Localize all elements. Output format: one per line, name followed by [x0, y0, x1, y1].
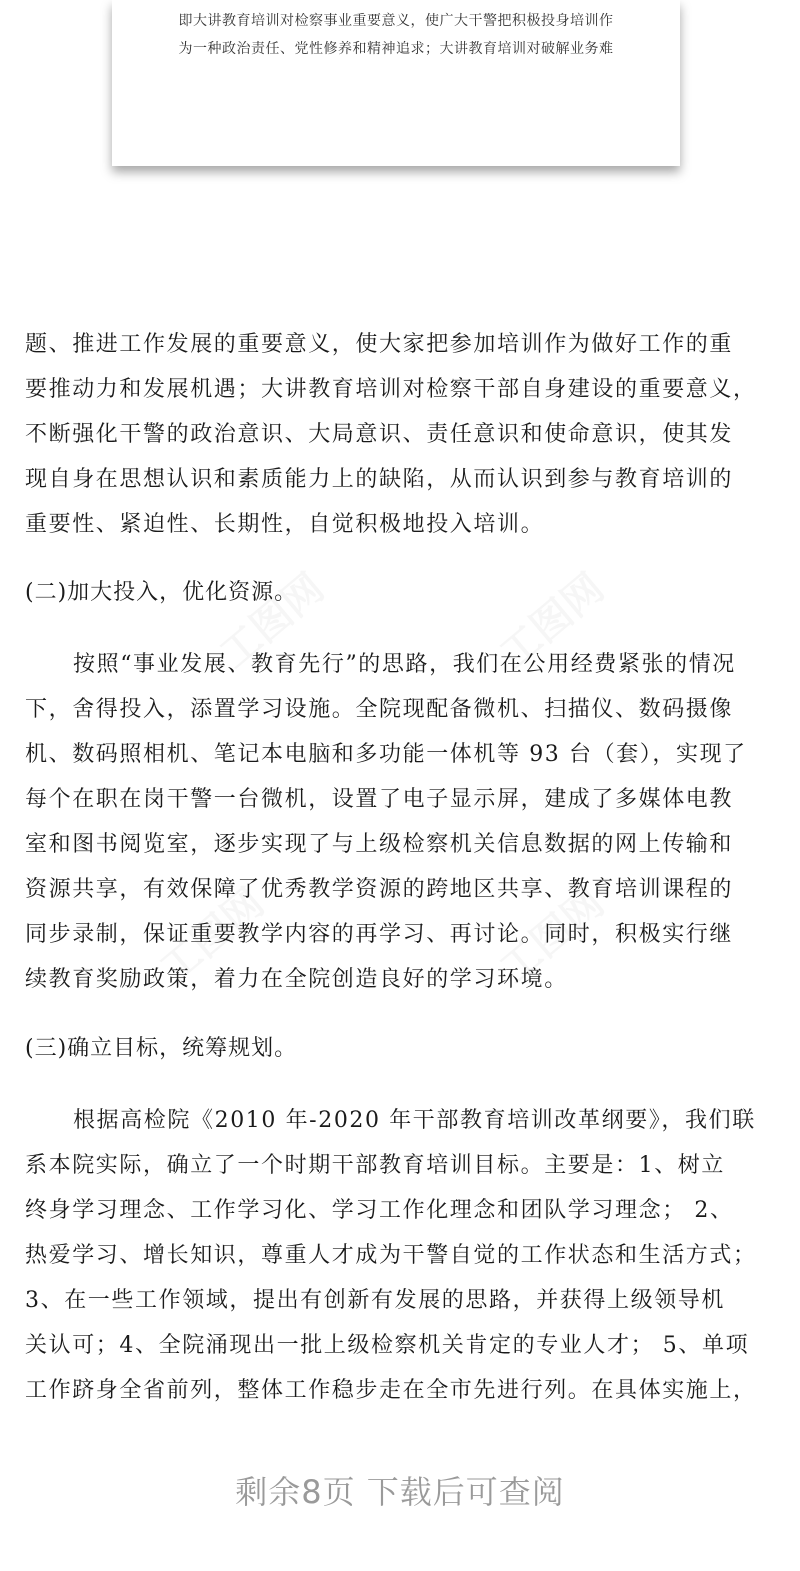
text-line: 系本院实际，确立了一个时期干部教育培训目标。主要是：1、树立: [25, 1153, 725, 1178]
section-heading-3: (三)确立目标，统筹规划。: [25, 1036, 298, 1061]
text-line: 热爱学习、增长知识，尊重人才成为干警自觉的工作状态和生活方式；: [25, 1243, 757, 1268]
text-line: 下，舍得投入，添置学习设施。全院现配备微机、扫描仪、数码摄像: [25, 697, 734, 722]
text-line: 续教育奖励政策，着力在全院创造良好的学习环境。: [25, 967, 568, 992]
text-line: 重要性、紧迫性、长期性，自觉积极地投入培训。: [25, 512, 545, 537]
text-line: 室和图书阅览室，逐步实现了与上级检察机关信息数据的网上传输和: [25, 832, 734, 857]
preview-card: [112, 0, 680, 166]
card-text-line-2: 为一种政治责任、党性修养和精神追求；大讲教育培训对破解业务难: [178, 41, 614, 57]
text-line: 关认可；4、全院涌现出一批上级检察机关肯定的专业人才； 5、单项: [25, 1333, 750, 1358]
text-line: 每个在职在岗干警一台微机，设置了电子显示屏，建成了多媒体电教: [25, 787, 734, 812]
section-heading-2: (二)加大投入，优化资源。: [25, 580, 298, 605]
text-line: 工作跻身全省前列，整体工作稳步走在全市先进行列。在具体实施上，: [25, 1378, 757, 1403]
text-line: 机、数码照相机、笔记本电脑和多功能一体机等 93 台（套），实现了: [25, 742, 747, 767]
text-line: 根据高检院《2010 年-2020 年干部教育培训改革纲要》，我们联: [73, 1108, 756, 1133]
text-line: 不断强化干警的政治意识、大局意识、责任意识和使命意识，使其发: [25, 422, 734, 447]
text-line: 题、推进工作发展的重要意义，使大家把参加培训作为做好工作的重: [25, 332, 734, 357]
paragraph-1: [25, 322, 785, 547]
download-prompt[interactable]: 剩余8页 下载后可查阅: [235, 1473, 565, 1511]
text-line: 资源共享，有效保障了优秀教学资源的跨地区共享、教育培训课程的: [25, 877, 734, 902]
card-text-line-1: 即大讲教育培训对检察事业重要意义，使广大干警把积极投身培训作: [178, 13, 614, 29]
paragraph-2: [25, 642, 785, 1002]
text-line: 终身学习理念、工作学习化、学习工作化理念和团队学习理念； 2、: [25, 1198, 734, 1223]
text-line: 现自身在思想认识和素质能力上的缺陷，从而认识到参与教育培训的: [25, 467, 734, 492]
text-line: 按照“事业发展、教育先行”的思路，我们在公用经费紧张的情况: [73, 652, 736, 677]
text-line: 同步录制，保证重要教学内容的再学习、再讨论。同时，积极实行继: [25, 922, 734, 947]
paragraph-3: [25, 1098, 785, 1413]
text-line: 要推动力和发展机遇；大讲教育培训对检察干部自身建设的重要意义，: [25, 377, 757, 402]
text-line: 3、在一些工作领域，提出有创新有发展的思路，并获得上级领导机: [25, 1288, 725, 1313]
